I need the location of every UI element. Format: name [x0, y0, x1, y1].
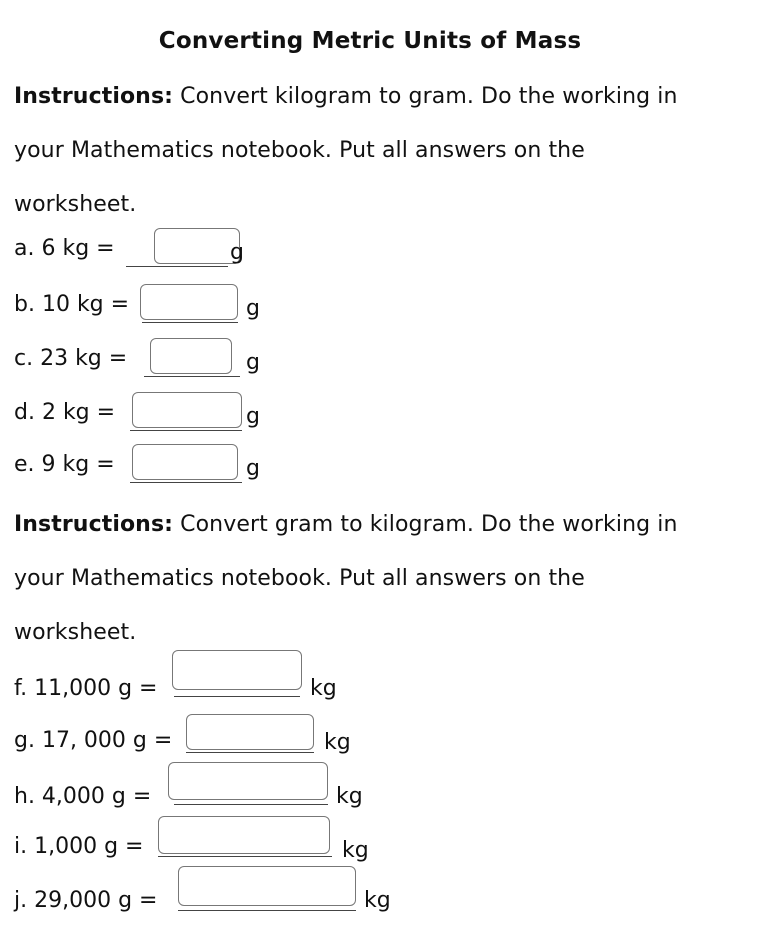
answer-line	[174, 804, 328, 805]
answer-box-i[interactable]	[158, 816, 330, 854]
unit-label: g	[230, 240, 244, 265]
unit-label: kg	[336, 784, 363, 809]
answer-line	[126, 266, 228, 267]
unit-label: kg	[324, 730, 351, 755]
unit-label: g	[246, 350, 260, 375]
instructions-label: Instructions:	[14, 84, 174, 109]
question-label: j. 29,000 g =	[14, 888, 158, 913]
answer-line	[174, 696, 300, 697]
instructions-text: Convert kilogram to gram. Do the working in	[180, 84, 678, 109]
answer-line	[144, 376, 240, 377]
question-label: e. 9 kg =	[14, 452, 115, 477]
answer-line	[130, 482, 242, 483]
instructions-2-line-2: your Mathematics notebook. Put all answers on the	[14, 566, 585, 591]
question-label: g. 17, 000 g =	[14, 728, 173, 753]
question-label: b. 10 kg =	[14, 292, 130, 317]
question-label: c. 23 kg =	[14, 346, 128, 371]
answer-box-g[interactable]	[186, 714, 314, 750]
unit-label: g	[246, 404, 260, 429]
question-label: a. 6 kg =	[14, 236, 115, 261]
answer-box-c[interactable]	[150, 338, 232, 374]
unit-label: kg	[310, 676, 337, 701]
question-label: d. 2 kg =	[14, 400, 116, 425]
answer-line	[178, 910, 356, 911]
instructions-text: Convert gram to kilogram. Do the working in	[180, 512, 678, 537]
answer-box-e[interactable]	[132, 444, 238, 480]
instructions-1-line-3: worksheet.	[14, 192, 137, 217]
question-label: h. 4,000 g =	[14, 784, 152, 809]
instructions-2-line-1	[14, 512, 678, 537]
answer-line	[130, 430, 242, 431]
unit-label: g	[246, 456, 260, 481]
answer-box-f[interactable]	[172, 650, 302, 690]
instructions-1-line-1	[14, 84, 678, 109]
instructions-1-line-2: your Mathematics notebook. Put all answers on the	[14, 138, 585, 163]
answer-box-a[interactable]	[154, 228, 240, 264]
answer-line	[186, 752, 314, 753]
answer-box-d[interactable]	[132, 392, 242, 428]
question-label: i. 1,000 g =	[14, 834, 144, 859]
answer-box-j[interactable]	[178, 866, 356, 906]
unit-label: kg	[364, 888, 391, 913]
answer-box-h[interactable]	[168, 762, 328, 800]
answer-line	[142, 322, 238, 323]
answer-box-b[interactable]	[140, 284, 238, 320]
answer-line	[158, 856, 332, 857]
worksheet-title: Converting Metric Units of Mass	[158, 28, 582, 54]
instructions-2-line-3: worksheet.	[14, 620, 137, 645]
unit-label: kg	[342, 838, 369, 863]
unit-label: g	[246, 296, 260, 321]
question-label: f. 11,000 g =	[14, 676, 158, 701]
instructions-label: Instructions:	[14, 512, 174, 537]
